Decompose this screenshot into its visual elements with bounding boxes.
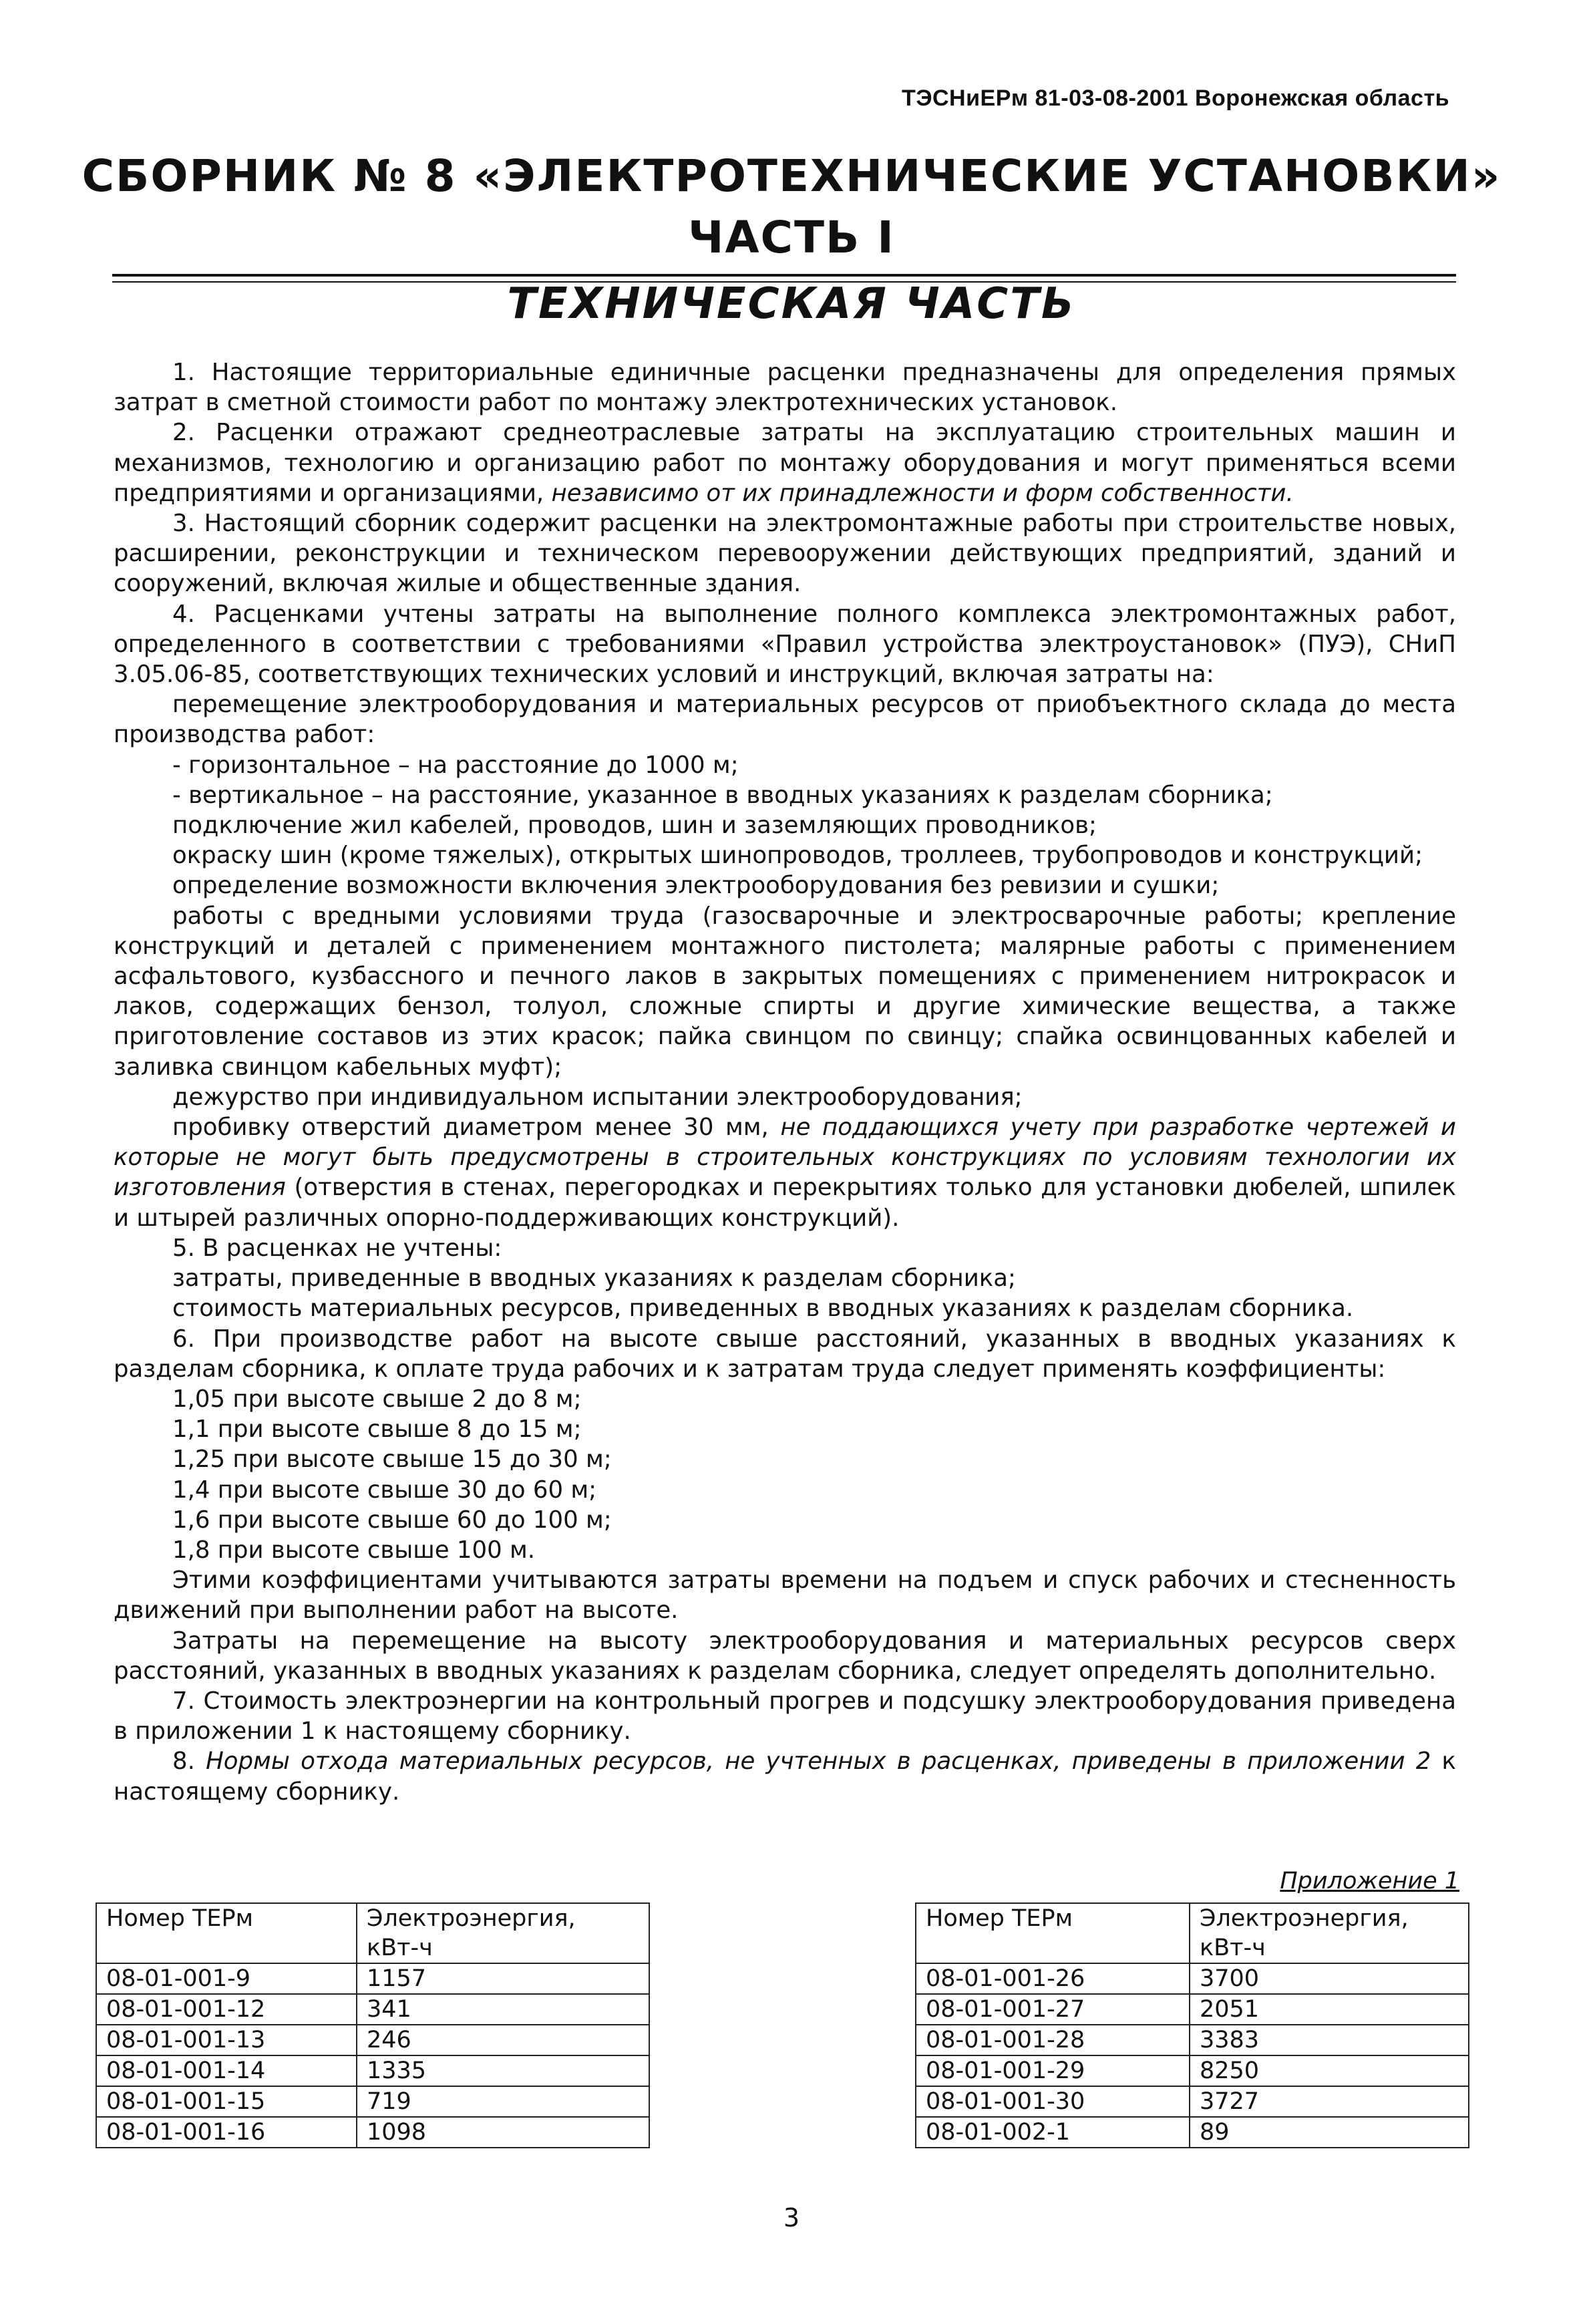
paragraph-8-end: к настоящему сборнику. [114,1748,1456,1806]
column-header-code: Номер ТЕРм [916,1903,1190,1963]
table-row [96,2055,649,2086]
coefficient-item: 1,05 при высоте свыше 2 до 8 м; [172,1385,582,1413]
paragraph-2 [114,418,1456,508]
paragraph-4-item: - вертикальное – на расстояние, указанное в вводных указаниях к разделам сборника; [172,781,1273,809]
cell-code: 08-01-001-15 [96,2086,357,2117]
coefficient-item: 1,25 при высоте свыше 15 до 30 м; [172,1446,612,1474]
table-row [916,1994,1469,2025]
cell-value: 1157 [357,1963,649,1994]
paragraph-2-italic: независимо от их принадлежности и форм собственности [551,479,1286,507]
table-row [96,2117,649,2148]
paragraph-4-9-end: (отверстия в стенах, перегородках и перекрытиях только для установки дюбелей, шпилек и штырей различных опорно-поддерживающих конструкций). [114,1174,1456,1232]
cell-code: 08-01-001-30 [916,2086,1190,2117]
cell-code: 08-01-001-26 [916,1963,1190,1994]
document-code: ТЭСНиЕРм 81-03-08-2001 Воронежская область [902,86,1449,111]
cell-value: 1335 [357,2055,649,2086]
appendix-label: Приложение 1 [1280,1868,1459,1894]
paragraph-4-item: работы с вредными условиями труда (газосварочные и электросварочные работы; крепление конструкций и деталей с применением монтажного пистолета; малярные работы с применением асфальтового, кузбассного и печного лаков в закрытых помещениях с применением нитрокрасок и лаков, содержащих бензол, толуол, сложные спирты и другие химические вещества, а также приготовление составов из этих красок; пайка свинцом по свинцу; спайка освинцованных кабелей и заливка свинцом кабельных муфт); [114,902,1456,1081]
paragraph-4: 4. Расценками учтены затраты на выполнение полного комплекса электромонтажных работ, определенного в соответствии с требованиями «Правил устройства электроустановок» (ПУЭ), СНиП 3.05.06-85, соответствующих технических условий и инструкций, включая затраты на: [114,600,1456,689]
paragraph-4-item [114,1112,1456,1233]
table-row [96,2086,649,2117]
paragraph-4-item: окраску шин (кроме тяжелых), открытых шинопроводов, троллеев, трубопроводов и конструкций; [172,842,1423,870]
cell-value: 3383 [1190,2025,1469,2055]
paragraph-8-num: 8. [172,1748,206,1776]
paragraph-4-item: подключение жил кабелей, проводов, шин и заземляющих проводников; [172,812,1097,840]
table-row [96,1994,649,2025]
paragraph-4-item: дежурство при индивидуальном испытании электрооборудования; [172,1083,1023,1111]
energy-table-right [915,1902,1469,2148]
paragraph-6-note: Затраты на перемещение на высоту электрооборудования и материальных ресурсов сверх расстояний, указанных в вводных указаниях к разделам сборника, следует определять дополнительно. [114,1627,1456,1685]
cell-value: 8250 [1190,2055,1469,2086]
column-header-energy-line1: Электроэнергия, [367,1905,576,1932]
table-row [916,1963,1469,1994]
cell-code: 08-01-001-9 [96,1963,357,1994]
cell-value: 3700 [1190,1963,1469,1994]
cell-code: 08-01-002-1 [916,2117,1190,2148]
table-header-row [96,1903,649,1963]
paragraph-5-item: стоимость материальных ресурсов, приведенных в вводных указаниях к разделам сборника. [172,1295,1354,1323]
paragraph-3: 3. Настоящий сборник содержит расценки на электромонтажные работы при строительстве новых, расширении, реконструкции и техническом перевооружении действующих предприятий, зданий и сооружений, включая жилые и общественные здания. [114,510,1456,598]
paragraph-6: 6. При производстве работ на высоте свыше расстояний, указанных в вводных указаниях к разделам сборника, к оплате труда рабочих и к затратам труда следует применять коэффициенты: [114,1325,1456,1383]
table-row [96,2025,649,2055]
cell-code: 08-01-001-14 [96,2055,357,2086]
column-header-code: Номер ТЕРм [96,1903,357,1963]
table-row [96,1963,649,1994]
column-header-energy-line2: кВт-ч [367,1935,433,1961]
cell-code: 08-01-001-12 [96,1994,357,2025]
paragraph-4-9-text: пробивку отверстий диаметром менее 30 мм, [172,1114,781,1142]
cell-code: 08-01-001-13 [96,2025,357,2055]
document-body [114,357,1456,1807]
cell-value: 89 [1190,2117,1469,2148]
cell-value: 3727 [1190,2086,1469,2117]
column-header-energy-line2: кВт-ч [1200,1935,1266,1961]
collection-title [0,146,1583,269]
cell-value: 341 [357,1994,649,2025]
coefficient-item: 1,6 при высоте свыше 60 до 100 м; [172,1506,612,1534]
table-row [916,2086,1469,2117]
cell-code: 08-01-001-27 [916,1994,1190,2025]
section-heading: ТЕХНИЧЕСКАЯ ЧАСТЬ [507,279,1076,329]
paragraph-2-text: 2. Расценки отражают среднеотраслевые затраты на эксплуатацию строительных машин и механизмов, технологию и организацию работ по монтажу оборудования и могут применяться всеми предприятиями и организациями, [114,419,1456,507]
cell-value: 246 [357,2025,649,2055]
table-row [916,2025,1469,2055]
paragraph-7: 7. Стоимость электроэнергии на контрольный прогрев и подсушку электрооборудования приведена в приложении 1 к настоящему сборнику. [114,1687,1456,1746]
cell-value: 719 [357,2086,649,2117]
table-header-row [916,1903,1469,1963]
coefficient-item: 1,4 при высоте свыше 30 до 60 м; [172,1476,597,1504]
table-row [916,2055,1469,2086]
title-divider-thick [112,274,1456,277]
cell-code: 08-01-001-28 [916,2025,1190,2055]
cell-code: 08-01-001-16 [96,2117,357,2148]
paragraph-1: 1. Настоящие территориальные единичные расценки предназначены для определения прямых затрат в сметной стоимости работ по монтажу электротехнических установок. [114,359,1456,417]
title-line-2: ЧАСТЬ I [688,212,895,263]
cell-code: 08-01-001-29 [916,2055,1190,2086]
column-header-energy-line1: Электроэнергия, [1200,1905,1409,1932]
cell-value: 2051 [1190,1994,1469,2025]
title-line-1: СБОРНИК № 8 «ЭЛЕКТРОТЕХНИЧЕСКИЕ УСТАНОВКИ» [81,150,1502,202]
paragraph-2-end: . [1286,479,1294,507]
table-row [916,2117,1469,2148]
paragraph-4-item: перемещение электрооборудования и материальных ресурсов от приобъектного склада до места производства работ: [114,691,1456,749]
paragraph-5-item: затраты, приведенные в вводных указаниях к разделам сборника; [172,1265,1016,1293]
column-header-energy [1190,1903,1469,1963]
paragraph-4-item: определение возможности включения электрооборудования без ревизии и сушки; [172,872,1220,900]
paragraph-4-item: - горизонтальное – на расстояние до 1000 м; [172,751,739,779]
cell-value: 1098 [357,2117,649,2148]
coefficient-item: 1,1 при высоте свыше 8 до 15 м; [172,1416,582,1444]
paragraph-6-note: Этими коэффициентами учитываются затраты времени на подъем и спуск рабочих и стесненность движений при выполнении работ на высоте. [114,1566,1456,1625]
paragraph-5: 5. В расценках не учтены: [172,1234,502,1262]
energy-table-left [96,1902,650,2148]
column-header-energy [357,1903,649,1963]
page-number: 3 [783,2203,800,2232]
paragraph-4-9-italic: не поддающихся учету при разработке чертежей и которые не могут быть предусмотрены в строительных конструкциях по условиям технологии их изготовления [114,1114,1456,1202]
paragraph-8 [114,1746,1456,1806]
paragraph-8-italic: Нормы отхода материальных ресурсов, не учтенных в расценках, приведены в приложении 2 [206,1748,1431,1776]
coefficient-item: 1,8 при высоте свыше 100 м. [172,1536,536,1564]
